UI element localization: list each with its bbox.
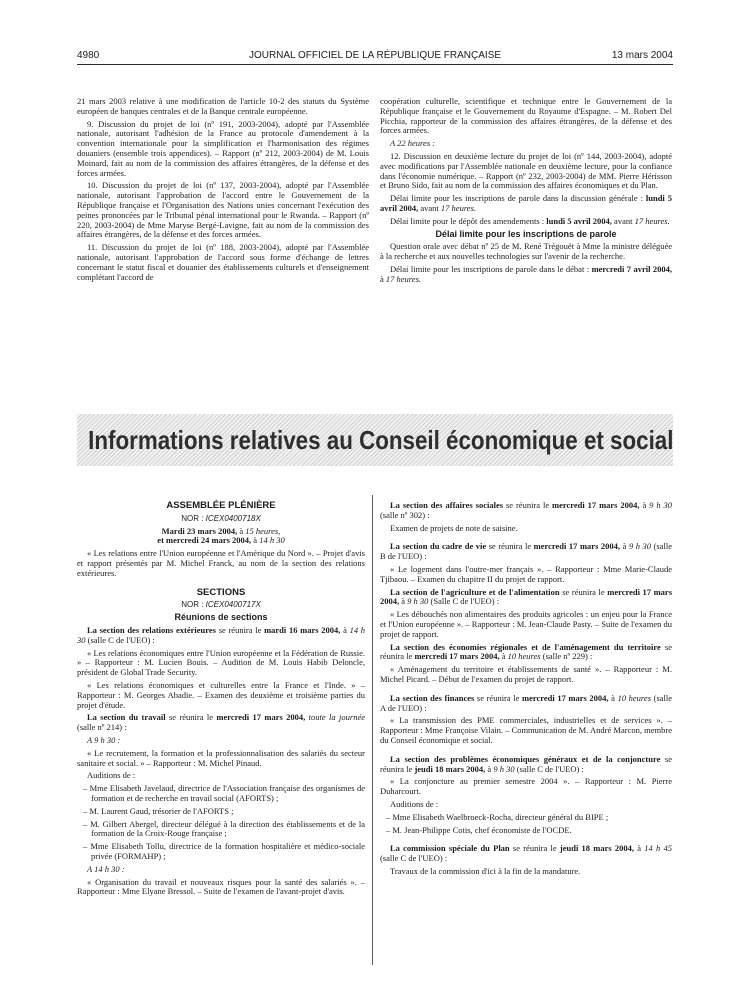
paragraph: « Les débouchés non alimentaires des produits agricoles : un enjeu pour la France et l'Union européenne ». – Rapporteur : M. Jean-Claude Pasty. – Suite de l'examen du projet de rapport. bbox=[380, 609, 672, 639]
header-rule bbox=[77, 64, 673, 65]
top-left-column bbox=[77, 97, 369, 285]
page-number: 4980 bbox=[77, 50, 100, 61]
reunions-title: Réunions de sections bbox=[174, 612, 268, 623]
nor-reference: NOR : ICEX0400718X bbox=[181, 513, 261, 523]
bottom-left-column bbox=[77, 501, 365, 900]
nor-reference: NOR : ICEX0400717X bbox=[181, 600, 261, 610]
agenda-item-10: 10. Discussion du projet de loi (nº 137, 2003-2004), adopté par l'Assemblée nationale, autorisant l'approbation de l'accord entre le Gouvernement de la République française et l'Organisation des Nations unies concernant l'exécution des peines prononcées par le Tribunal pénal international pour le Rwanda. – Rapport (nº 220, 2003-2004) de Mme Maryse Bergé-Lavigne, fait au nom de la commission des affaires étrangères, de la défense et des forces armées. bbox=[77, 180, 369, 240]
list-item: – M. Laurent Gaud, trésorier de l'AFORTS ; bbox=[83, 805, 234, 816]
section-meeting: La section du cadre de vie se réunira le mercredi 17 mars 2004, à 9 h 30 (salle B de l'UEO) : bbox=[380, 541, 672, 562]
deadline-paragraph: Délai limite pour les inscriptions de parole dans le débat : mercredi 7 avril 2004, à 17 heures. bbox=[380, 263, 673, 284]
list-item: – Mme Elisabeth Waelbroeck-Rocha, directeur général du BIPE ; bbox=[386, 811, 609, 822]
agenda-item-12: 12. Discussion en deuxième lecture du projet de loi (nº 144, 2003-2004), adopté avec modifications par l'Assemblée nationale en deuxième lecture, pour la confiance dans l'économie numérique. – Rapport (nº 232, 2003-2004) de MM. Pierre Hérisson et Bruno Sido, fait au nom de la commission des affaires économiques et du Plan. bbox=[380, 150, 672, 191]
column-divider bbox=[372, 495, 373, 965]
list-item: – M. Jean-Philippe Cotis, chef économiste de l'OCDE. bbox=[386, 824, 572, 835]
banner-title: Informations relatives au Conseil économique et social bbox=[88, 424, 674, 455]
section-banner bbox=[77, 414, 673, 466]
journal-title: JOURNAL OFFICIEL DE LA RÉPUBLIQUE FRANÇAISE bbox=[248, 50, 502, 61]
section-meeting: La commission spéciale du Plan se réunira le jeudi 18 mars 2004, à 14 h 45 (salle C de l'UEO) : bbox=[380, 843, 673, 864]
paragraph: « Les relations économiques entre l'Union européenne et la Fédération de Russie. » – Rapporteur : M. Lucien Bouis. – Audition de M. Louis Habib Deloncle, président de Global Trade Security. bbox=[77, 647, 365, 678]
issue-date: 13 mars 2004 bbox=[611, 50, 673, 61]
paragraph: « La transmission des PME commerciales, industrielles et de services ». – Rapporteur : Mme Françoise Vilain. – Communication de M. André Marcon, membre du Conseil économique et social. bbox=[380, 715, 672, 745]
auditions-label: Auditions de : bbox=[87, 770, 136, 781]
assembly-title: ASSEMBLÉE PLÉNIÈRE bbox=[166, 500, 276, 511]
page-header bbox=[77, 50, 673, 64]
sections-title: SECTIONS bbox=[196, 586, 246, 598]
section-heading: Délai limite pour les inscriptions de parole bbox=[435, 228, 617, 239]
paragraph: « Organisation du travail et nouveaux risques pour la santé des salariés ». – Rapporteur : Mme Elyane Bressol. – Suite de l'examen de l'avant-projet d'avis. bbox=[77, 876, 365, 897]
section-meeting: La section des économies régionales et de l'aménagement du territoire se réunira le mercredi 17 mars 2004, à 10 heures (salle nº 229) : bbox=[380, 641, 673, 662]
list-item: – M. Gilbert Abergel, directeur délégué à la direction des établissements et de la formation de la Croix-Rouge française ; bbox=[83, 818, 365, 839]
paragraph: coopération culturelle, scientifique et technique entre le Gouvernement de la République française et le Gouvernement du Royaume d'Espagne. – M. Robert Del Picchia, rapporteur de la commission des affaires étrangères, de la défense et des forces armées. bbox=[380, 96, 672, 136]
paragraph: Travaux de la commission d'ici à la fin de la mandature. bbox=[390, 865, 581, 876]
agenda-item-11: 11. Discussion du projet de loi (nº 188, 2003-2004), adopté par l'Assemblée nationale, autorisant l'approbation de l'accord sous forme d'échange de lettres concernant le statut fiscal et douanier des établissements culturels et d'enseignement complétant l'accord de bbox=[77, 242, 369, 282]
section-meeting: La section des affaires sociales se réunira le mercredi 17 mars 2004, à 9 h 30 (salle nº 302) : bbox=[380, 500, 673, 520]
assembly-text: « Les relations entre l'Union européenne et l'Amérique du Nord ». – Projet d'avis et rapport présentés par M. Michel Franck, au nom de la section des relations extérieures. bbox=[77, 548, 365, 578]
deadline-paragraph: Délai limite pour le dépôt des amendements : lundi 5 avril 2004, avant 17 heures. bbox=[390, 215, 670, 226]
list-item: – Mme Elisabeth Tollu, directrice de la formation hospitalière et médico-sociale privée (FORMAHP) ; bbox=[83, 841, 365, 861]
time-label: A 14 h 30 : bbox=[87, 863, 125, 874]
deadline-paragraph: Délai limite pour les inscriptions de parole dans la discussion générale : lundi 5 avril 2004, avant 17 heures. bbox=[380, 193, 672, 213]
time-label: A 9 h 30 : bbox=[87, 734, 121, 745]
paragraph: « Les relations économiques et culturelles entre la France et l'Inde. » – Rapporteur : M. Georges Abadie. – Examen des deuxième et troisième parties du projet d'étude. bbox=[77, 679, 365, 710]
paragraph: « Aménagement du territoire et établissements de santé ». – Rapporteur : M. Michel Picard. – Début de l'examen du projet de rapport. bbox=[380, 664, 672, 684]
paragraph: « Le logement dans l'outre-mer français ». – Rapporteur : Mme Marie-Claude Tjibaou. – Examen du chapitre II du projet de rapport. bbox=[380, 563, 672, 584]
paragraph: Question orale avec débat nº 25 de M. René Trégouët à Mme la ministre déléguée à la recherche et aux nouvelles technologies sur l'avenir de la recherche. bbox=[380, 241, 672, 262]
bottom-right-column bbox=[380, 501, 672, 880]
paragraph: Examen de projets de note de saisine. bbox=[390, 522, 518, 533]
section-meeting: La section des relations extérieures se réunira le mardi 16 mars 2004, à 14 h 30 (salle C de l'UEO) : bbox=[77, 624, 366, 645]
paragraph: 21 mars 2003 relative à une modification de l'article 10-2 des statuts du Système européen de banques centrales et de la Banque centrale européenne. bbox=[77, 96, 369, 116]
section-meeting: La section des problèmes économiques généraux et de la conjoncture se réunira le jeudi 18 mars 2004, à 9 h 30 (salle C de l'UEO) : bbox=[380, 753, 673, 774]
section-meeting: La section de l'agriculture et de l'alimentation se réunira le mercredi 17 mars 2004, à 9 h 30 (Salle C de l'UEO) : bbox=[380, 586, 673, 607]
section-meeting: La section des finances se réunira le mercredi 17 mars 2004, à 10 heures (salle A de l'UEO) : bbox=[380, 692, 673, 713]
top-right-column bbox=[380, 97, 672, 288]
time-label: A 22 heures : bbox=[390, 138, 436, 149]
paragraph: « Le recrutement, la formation et la professionnalisation des salariés du secteur sanitaire et social. » – Rapporteur : M. Michel Pinaud. bbox=[77, 747, 365, 768]
assembly-date: et mercredi 24 mars 2004, à 14 h 30 bbox=[157, 535, 285, 546]
paragraph: « La conjoncture au premier semestre 2004 ». – Rapporteur : M. Pierre Duharcourt. bbox=[380, 776, 672, 797]
auditions-label: Auditions de : bbox=[390, 798, 439, 809]
list-item: – Mme Elisabeth Javelaud, directrice de l'Association française des organismes de formation et de recherche en travail social (AFORTS) ; bbox=[83, 783, 365, 803]
agenda-item-9: 9. Discussion du projet de loi (nº 191, 2003-2004), adopté par l'Assemblée nationale, autorisant l'adhésion de la France au protocole d'amendement à la convention internationale pour la simplification et l'harmonisation des régimes douaniers (ensemble trois appendices). – Rapport (nº 212, 2003-2004) de M. Louis Moinard, fait au nom de la commission des affaires étrangères, de la défense et des forces armées. bbox=[77, 118, 369, 178]
assembly-date: Mardi 23 mars 2004, à 15 heures, bbox=[161, 525, 281, 536]
section-meeting: La section du travail se réunira le mercredi 17 mars 2004, toute la journée (salle nº 214) : bbox=[77, 712, 365, 733]
